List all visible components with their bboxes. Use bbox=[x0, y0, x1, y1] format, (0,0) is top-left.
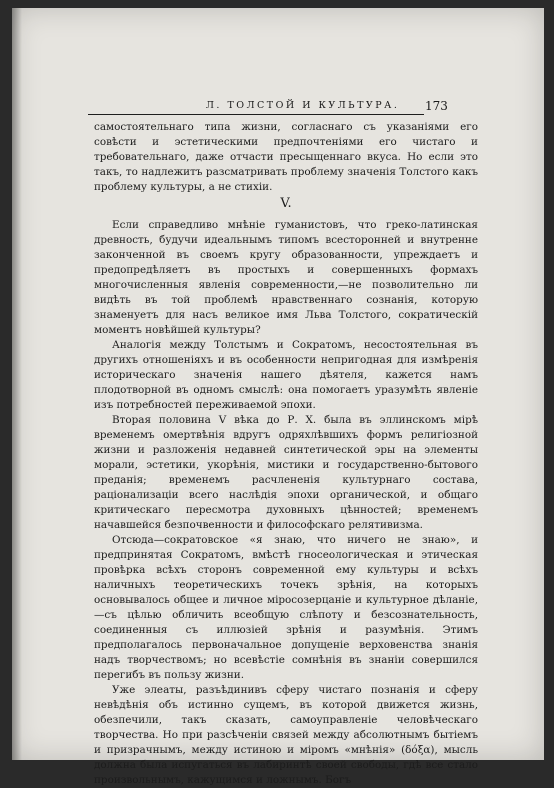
running-header bbox=[88, 100, 424, 115]
section-heading: V. bbox=[280, 196, 292, 211]
top-paragraph: самостоятельнаго типа жизни, согласнаго съ указаніями его совѣсти и эстетическими предпочтеніями его чистаго и требовательнаго, даже отчасти пресыщеннаго вкуса. Но если это такъ, то надлежитъ разсматривать проблему значенія Толстого какъ проблему культуры, а не стихіи. bbox=[94, 121, 478, 193]
paragraph: Аналогія между Толстымъ и Сократомъ, несостоятельная въ другихъ отношеніяхъ и въ особенности непригодная для измѣренія историческаго значенія нашего дѣятеля, кажется намъ плодотворной въ одномъ смыслѣ: она помогаетъ уразумѣть явленіе изъ потребностей переживаемой эпохи. bbox=[94, 339, 478, 411]
book-page bbox=[12, 8, 544, 786]
paragraph: Уже элеаты, разъѣдинивъ сферу чистаго познанія и сферу невѣдѣнія объ истинно сущемъ, въ которой движется жизнь, обезпечили, такъ сказать, самоуправленіе человѣческаго творчества. Но при разсѣченіи связей между абсолютнымъ бытіемъ и призрачнымъ, между истиною и міромъ «мнѣнія» (δόξα), мысль должна была испугаться въ лабиринтѣ своей свободы, гдѣ все стало произвольнымъ, кажущимся и ложнымъ. Богъ bbox=[94, 684, 478, 786]
main-text bbox=[94, 218, 478, 788]
page-number: 173 bbox=[425, 99, 448, 113]
paragraph: Отсюда—сократовское «я знаю, что ничего не знаю», и предпринятая Сократомъ, вмѣстѣ гносеологическая и этическая провѣрка всѣхъ сторонъ современной ему культуры и всѣхъ наличныхъ теоретическихъ точекъ зрѣнія, на которыхъ основывалось общее и личное міросозерцаніе и культурное дѣланіе,—съ цѣлью обличить всеобщую слѣпоту и безсознательность, соединенныя съ иллюзіей зрѣнія и разумѣнія. Этимъ предполагалось первоначальное допущеніе верховенства знанія надъ творчествомъ; но всевѣстіе сомнѣнія въ знаніи совершился перегибъ въ пользу жизни. bbox=[94, 534, 478, 681]
running-title: Л. ТОЛСТОЙ И КУЛЬТУРА. bbox=[206, 100, 400, 111]
paragraph: Если справедливо мнѣніе гуманистовъ, что греко-латинская древность, будучи идеальнымъ типомъ всесторонней и внутренне законченной въ своемъ кругу образованности, упреждаетъ и предопредѣляетъ въ простыхъ и совершенныхъ формахъ многочисленныя явленія современности,—не позволительно ли видѣть въ той проблемѣ нравственнаго сознанія, которую знаменуетъ для насъ великое имя Льва Толстого, сократическій моментъ новѣйшей культуры? bbox=[94, 219, 478, 336]
paragraph: Вторая половина V вѣка до Р. Х. была въ эллинскомъ мірѣ временемъ омертвѣнія вдругъ одряхлѣвшихъ формъ религіозной жизни и разложенія недавней синтетической эры на элементы морали, эстетики, укорѣнія, мистики и государственно-бытового преданія; временемъ расчлененія культурнаго состава, раціонализаціи всего наслѣдія эпохи органической, и общаго критическаго пересмотра духовныхъ цѣнностей; временемъ начавшейся безпочвенности и философскаго релятивизма. bbox=[94, 414, 478, 531]
top-paragraph-block bbox=[94, 120, 478, 195]
